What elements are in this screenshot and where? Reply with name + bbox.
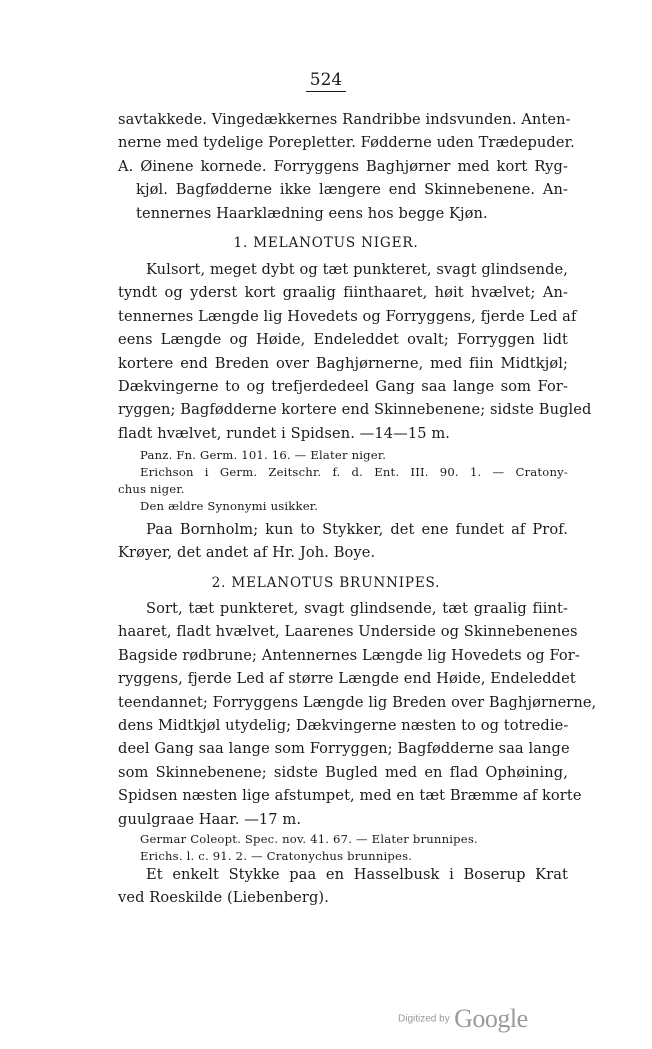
text-line: Paa Bornholm; kun to Stykker, det ene fundet af Prof. bbox=[146, 521, 568, 538]
reference-line: chus niger. bbox=[118, 482, 185, 496]
reference-line: Panz. Fn. Germ. 101. 16. — Elater niger. bbox=[140, 448, 387, 462]
text-line: tennernes Haarklædning eens hos begge Kjøn. bbox=[136, 204, 488, 222]
text-line: nerne med tydelige Porepletter. Fødderne uden Trædepuder. bbox=[118, 134, 575, 152]
text-line: Spidsen næsten lige afstumpet, med en tæt Bræmme af korte bbox=[118, 787, 582, 805]
reference-line: Den ældre Synonymi usikker. bbox=[140, 499, 319, 513]
species-description-melanotus-niger bbox=[118, 258, 592, 445]
references-melanotus-niger bbox=[118, 447, 568, 515]
text-line: eens Længde og Høide, Endeleddet ovalt; Forryggen lidt bbox=[118, 331, 568, 349]
intro-paragraph bbox=[118, 108, 575, 225]
text-line: haaret, fladt hvælvet, Laarenes Underside og Skinnebenenes bbox=[118, 623, 578, 641]
digitized-by-google-watermark bbox=[398, 1004, 528, 1034]
google-logo: Google bbox=[454, 1004, 528, 1033]
watermark-prefix: Digitized by bbox=[398, 1013, 450, 1025]
text-line: tennernes Længde lig Hovedets og Forryggens, fjerde Led af bbox=[118, 307, 577, 325]
species-heading-melanotus-brunnipes: 2. MELANOTUS BRUNNIPES. bbox=[211, 575, 441, 591]
reference-line: Germar Coleopt. Spec. nov. 41. 67. — Elater brunnipes. bbox=[140, 832, 478, 846]
text-line: Sort, tæt punkteret, svagt glindsende, tæt graalig fiint- bbox=[146, 600, 568, 617]
text-line: ryggens, fjerde Led af større Længde end Høide, Endeleddet bbox=[118, 670, 576, 688]
text-line: Et enkelt Stykke paa en Hasselbusk i Boserup Krat bbox=[146, 866, 568, 883]
references-melanotus-brunnipes bbox=[118, 831, 568, 865]
text-line: som Skinnebenene; sidste Bugled med en flad Ophøining, bbox=[118, 763, 568, 781]
text-line: ryggen; Bagfødderne kortere end Skinnebenene; sidste Bugled bbox=[118, 401, 592, 419]
text-line: ved Roeskilde (Liebenberg). bbox=[118, 889, 329, 907]
text-line: deel Gang saa lange som Forryggen; Bagfødderne saa lange bbox=[118, 740, 570, 758]
reference-line: Erichs. l. c. 91. 2. — Cratonychus brunnipes. bbox=[140, 849, 413, 863]
text-line: Bagside rødbrune; Antennernes Længde lig Hovedets og For- bbox=[118, 646, 580, 664]
text-line: kjøl. Bagfødderne ikke længere end Skinnebenene. An- bbox=[136, 181, 568, 199]
text-line: guulgraae Haar. —17 m. bbox=[118, 810, 302, 828]
locality-melanotus-brunnipes bbox=[118, 863, 568, 910]
text-line: fladt hvælvet, rundet i Spidsen. —14—15 m. bbox=[118, 424, 451, 442]
reference-line: Erichson i Germ. Zeitschr. f. d. Ent. III. 90. 1. — Cratony- bbox=[140, 465, 568, 479]
locality-melanotus-niger bbox=[118, 518, 568, 565]
text-line: savtakkede. Vingedækkernes Randribbe indsvunden. Anten- bbox=[118, 111, 571, 128]
text-line: tyndt og yderst kort graalig fiinthaaret, høit hvælvet; An- bbox=[118, 284, 568, 302]
text-line: teendannet; Forryggens Længde lig Breden over Baghjørnerne, bbox=[118, 693, 597, 711]
species-description-melanotus-brunnipes bbox=[118, 597, 597, 831]
text-line: Kulsort, meget dybt og tæt punkteret, svagt glindsende, bbox=[146, 261, 568, 278]
text-line: Krøyer, det andet af Hr. Joh. Boye. bbox=[118, 544, 376, 562]
species-heading-melanotus-niger: 1. MELANOTUS NIGER. bbox=[233, 235, 419, 251]
text-line: kortere end Breden over Baghjørnerne, med fiin Midtkjøl; bbox=[118, 354, 568, 372]
page-number: 524 bbox=[0, 70, 652, 90]
text-line: Dækvingerne to og trefjerdedeel Gang saa lange som For- bbox=[118, 378, 568, 396]
text-line: dens Midtkjøl utydelig; Dækvingerne næsten to og totredie- bbox=[118, 717, 569, 735]
text-line: A. Øinene kornede. Forryggens Baghjørner med kort Ryg- bbox=[118, 157, 568, 175]
